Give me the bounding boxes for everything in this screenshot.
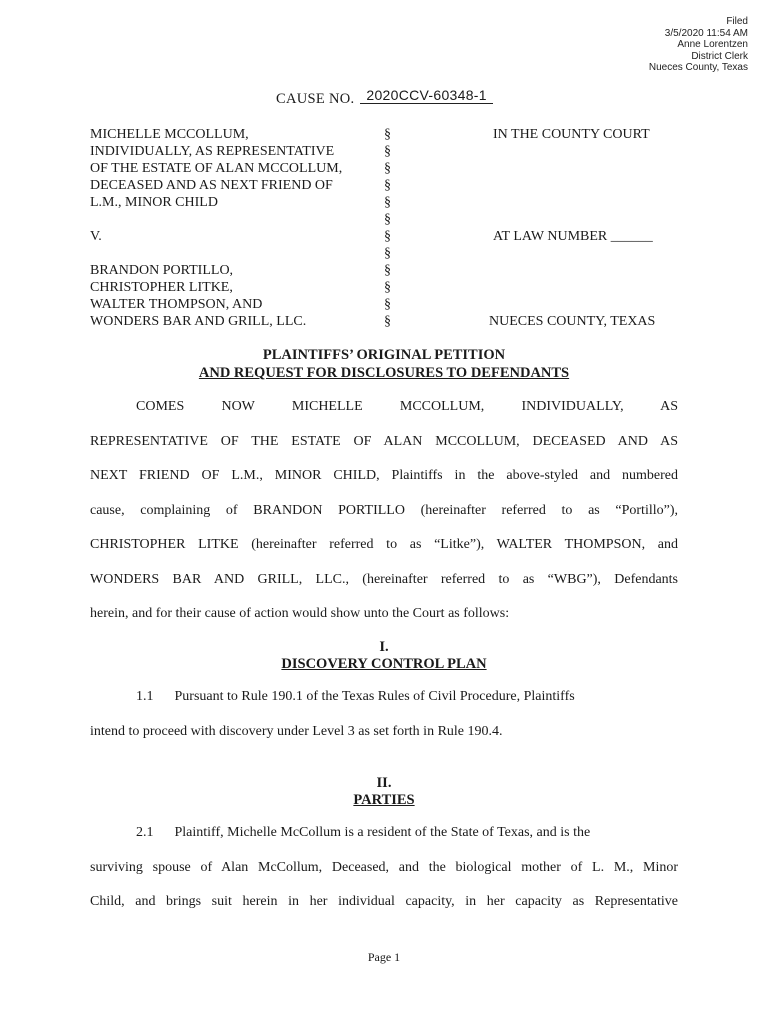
section-symbol: §: [384, 280, 391, 295]
caption-line: WONDERS BAR AND GRILL, LLC.: [90, 314, 307, 329]
section-symbol: §: [384, 144, 391, 159]
cause-number-line: [276, 87, 493, 108]
stamp-line: District Clerk: [691, 50, 748, 62]
paragraph-line: CHRISTOPHER LITKE (hereinafter referred to as “Litke”), WALTER THOMPSON, and: [90, 537, 678, 552]
stamp-line: Anne Lorentzen: [677, 39, 748, 50]
caption-line: BRANDON PORTILLO,: [90, 263, 234, 278]
paragraph-line: cause, complaining of BRANDON PORTILLO (hereinafter referred to as “Portillo”),: [90, 502, 678, 518]
caption-line: OF THE ESTATE OF ALAN MCCOLLUM,: [90, 161, 343, 176]
caption-line: L.M., MINOR CHILD: [90, 195, 218, 210]
paragraph-line: surviving spouse of Alan McCollum, Deceased, and the biological mother of L. M., Minor: [90, 859, 678, 875]
section-symbol: §: [384, 297, 391, 312]
section-2-numeral: II.: [376, 775, 392, 791]
caption-line: [90, 211, 390, 228]
paragraph-line: REPRESENTATIVE OF THE ESTATE OF ALAN MCCOLLUM, DECEASED AND AS: [90, 433, 678, 449]
caption-line: [90, 245, 390, 262]
section-symbol: §: [384, 246, 391, 261]
stamp-line: 3/5/2020 11:54 AM: [664, 27, 748, 39]
paragraph-line: 2.1 Plaintiff, Michelle McCollum is a resident of the State of Texas, and is the: [136, 825, 591, 840]
page-number: Page 1: [367, 950, 401, 964]
section-symbol: §: [384, 161, 391, 176]
stamp-line: Filed: [726, 16, 748, 27]
section-symbol-column: [384, 126, 398, 330]
petition-title: PLAINTIFFS’ ORIGINAL PETITION: [262, 347, 506, 363]
caption-line: INDIVIDUALLY, AS REPRESENTATIVE: [90, 144, 335, 159]
case-caption: [90, 126, 690, 336]
section-1-numeral: I.: [379, 639, 389, 655]
section-symbol: §: [384, 212, 391, 227]
paragraph-line: Child, and brings suit herein in her individual capacity, in her capacity as Representative: [90, 894, 678, 909]
court-designation-middle: AT LAW NUMBER ______: [493, 229, 653, 244]
paragraph-line: intend to proceed with discovery under Level 3 as set forth in Rule 190.4.: [90, 723, 503, 739]
section-2-title: PARTIES: [353, 792, 415, 808]
cause-label: CAUSE NO.: [276, 91, 355, 107]
caption-parties: [90, 126, 390, 330]
caption-line: DECEASED AND AS NEXT FRIEND OF: [90, 178, 333, 193]
petition-subtitle: AND REQUEST FOR DISCLOSURES TO DEFENDANTS: [198, 365, 570, 381]
paragraph-line: COMES NOW MICHELLE MCCOLLUM, INDIVIDUALLY, AS: [136, 399, 678, 414]
court-designation-top: IN THE COUNTY COURT: [493, 127, 650, 142]
cause-number: 2020CCV-60348-1: [360, 87, 492, 104]
caption-line: CHRISTOPHER LITKE,: [90, 280, 233, 295]
intro-paragraph: [90, 390, 678, 632]
paragraph-line: herein, and for their cause of action would show unto the Court as follows:: [90, 606, 510, 621]
section-symbol: §: [384, 314, 391, 329]
filing-stamp: [649, 16, 748, 74]
caption-line: WALTER THOMPSON, AND: [90, 297, 263, 312]
section-symbol: §: [384, 195, 391, 210]
paragraph-line: WONDERS BAR AND GRILL, LLC., (hereinafter referred to as “WBG”), Defendants: [90, 571, 678, 587]
caption-line: MICHELLE MCCOLLUM,: [90, 127, 249, 142]
section-symbol: §: [384, 127, 391, 142]
section-1-title: DISCOVERY CONTROL PLAN: [281, 656, 487, 672]
section-symbol: §: [384, 263, 391, 278]
court-designation-bottom: NUECES COUNTY, TEXAS: [489, 314, 656, 329]
section-symbol: §: [384, 178, 391, 193]
section-1-paragraph: [90, 680, 678, 749]
section-symbol: §: [384, 229, 391, 244]
section-2-paragraph: [90, 816, 678, 920]
caption-line: V.: [90, 229, 102, 244]
paragraph-line: 1.1 Pursuant to Rule 190.1 of the Texas Rules of Civil Procedure, Plaintiffs: [136, 689, 575, 704]
stamp-line: Nueces County, Texas: [648, 62, 748, 73]
paragraph-line: NEXT FRIEND OF L.M., MINOR CHILD, Plaintiffs in the above-styled and numbered: [90, 468, 678, 483]
